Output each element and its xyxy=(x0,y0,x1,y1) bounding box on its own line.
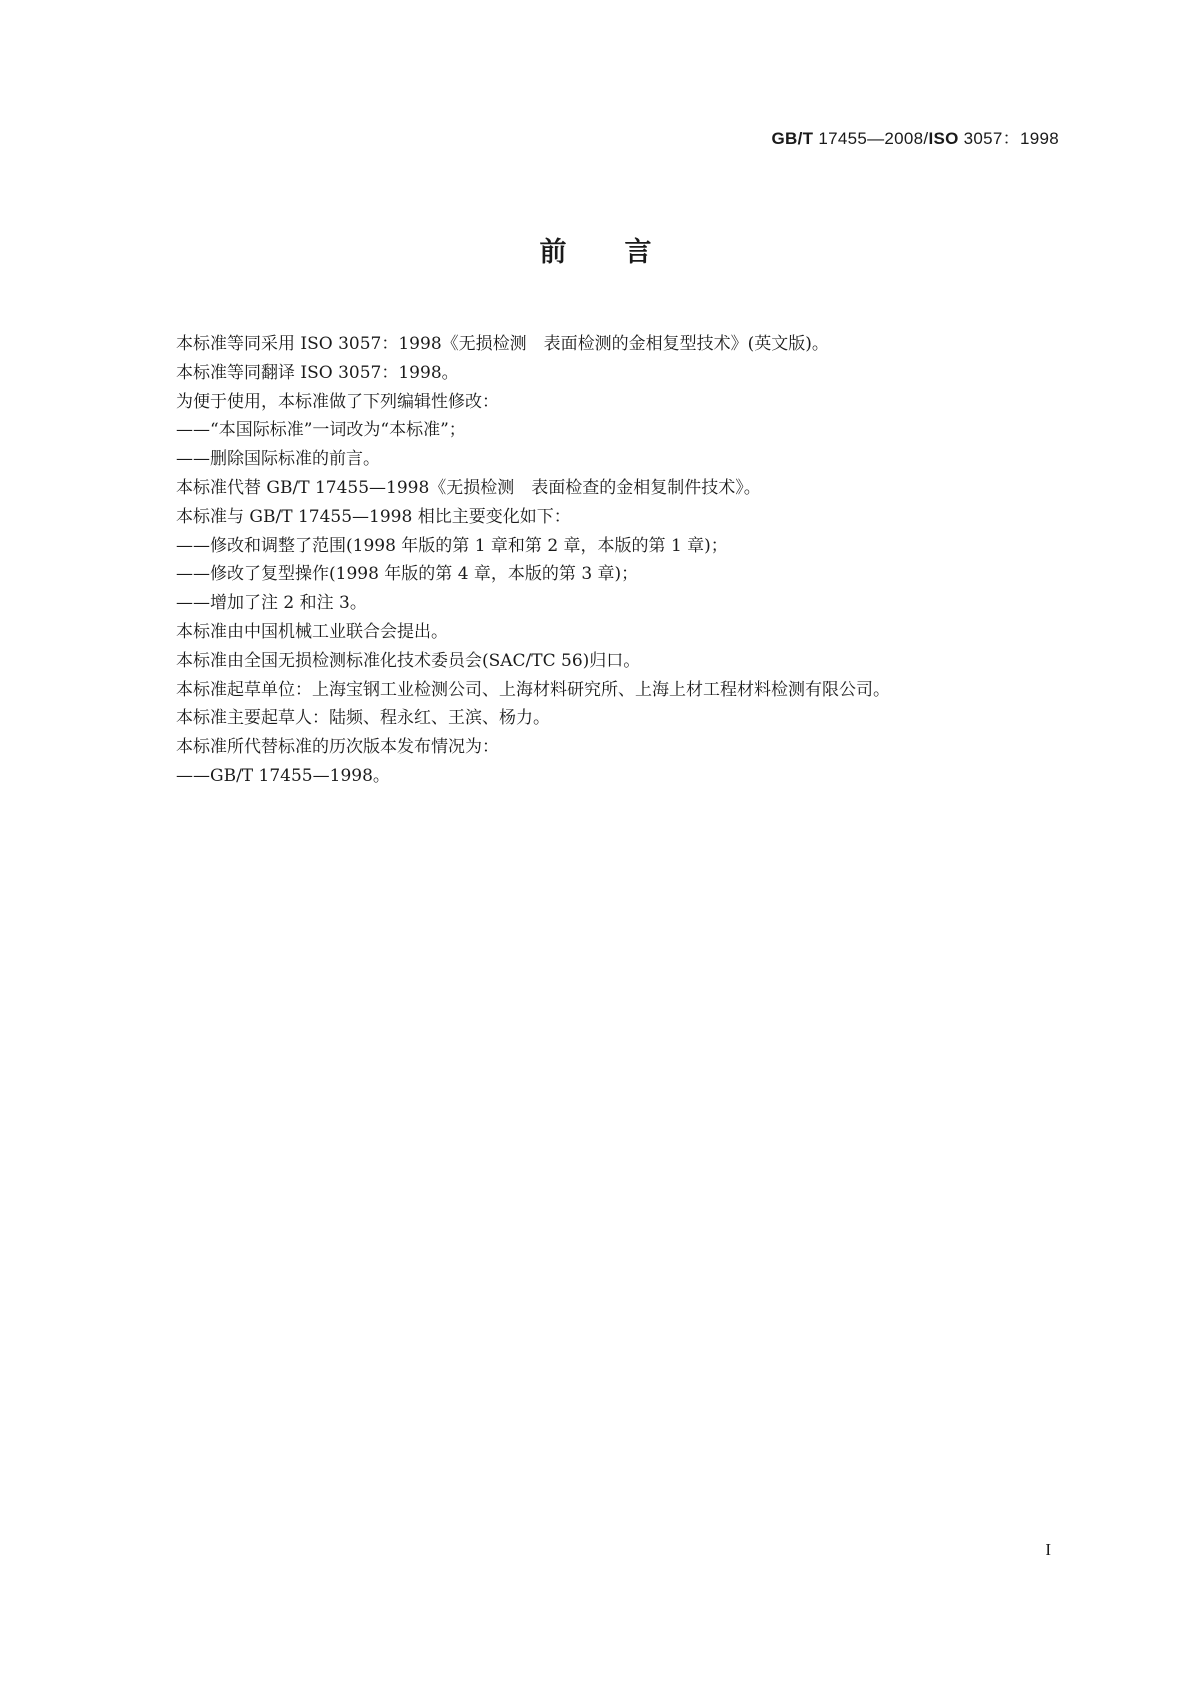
paragraph-line: 本标准等同采用 ISO 3057：1998《无损检测 表面检测的金相复型技术》(英文版)。 xyxy=(176,334,829,354)
iso-code-prefix: ISO xyxy=(928,129,959,148)
paragraph-line: 本标准由中国机械工业联合会提出。 xyxy=(176,621,448,642)
list-item: ——删除国际标准的前言。 xyxy=(176,449,380,470)
paragraph-line: 本标准等同翻译 ISO 3057：1998。 xyxy=(176,362,459,383)
standard-code-header xyxy=(771,124,1059,149)
paragraph-line: 本标准代替 GB/T 17455—1998《无损检测 表面检查的金相复制件技术》。 xyxy=(176,477,761,498)
list-item: ——增加了注 2 和注 3。 xyxy=(176,593,367,614)
paragraph-line: 本标准由全国无损检测标准化技术委员会(SAC/TC 56)归口。 xyxy=(176,650,641,671)
title-char-2: 言 xyxy=(624,237,652,268)
page-title xyxy=(0,230,1191,269)
paragraph-line: 本标准主要起草人：陆频、程永红、王滨、杨力。 xyxy=(176,708,550,729)
paragraph-line: 本标准与 GB/T 17455—1998 相比主要变化如下： xyxy=(176,506,571,527)
paragraph-line: 本标准起草单位：上海宝钢工业检测公司、上海材料研究所、上海上材工程材料检测有限公司。 xyxy=(176,679,890,700)
paragraph-line: 本标准所代替标准的历次版本发布情况为： xyxy=(176,737,499,758)
paragraph-line: 为便于使用，本标准做了下列编辑性修改： xyxy=(176,391,499,412)
title-char-1: 前 xyxy=(539,237,567,268)
list-item: ——修改和调整了范围(1998 年版的第 1 章和第 2 章，本版的第 1 章)； xyxy=(176,535,728,556)
list-item: ——修改了复型操作(1998 年版的第 4 章，本版的第 3 章)； xyxy=(176,564,639,585)
iso-code-number: 3057：1998 xyxy=(958,129,1059,148)
foreword-body xyxy=(176,330,1036,791)
list-item: ——“本国际标准”一词改为“本标准”； xyxy=(176,420,466,441)
page-number: I xyxy=(1045,1540,1051,1559)
standard-code-number: 17455—2008/ xyxy=(813,129,929,148)
standard-code-prefix: GB/T xyxy=(771,129,814,148)
list-item: ——GB/T 17455—1998。 xyxy=(176,765,390,786)
